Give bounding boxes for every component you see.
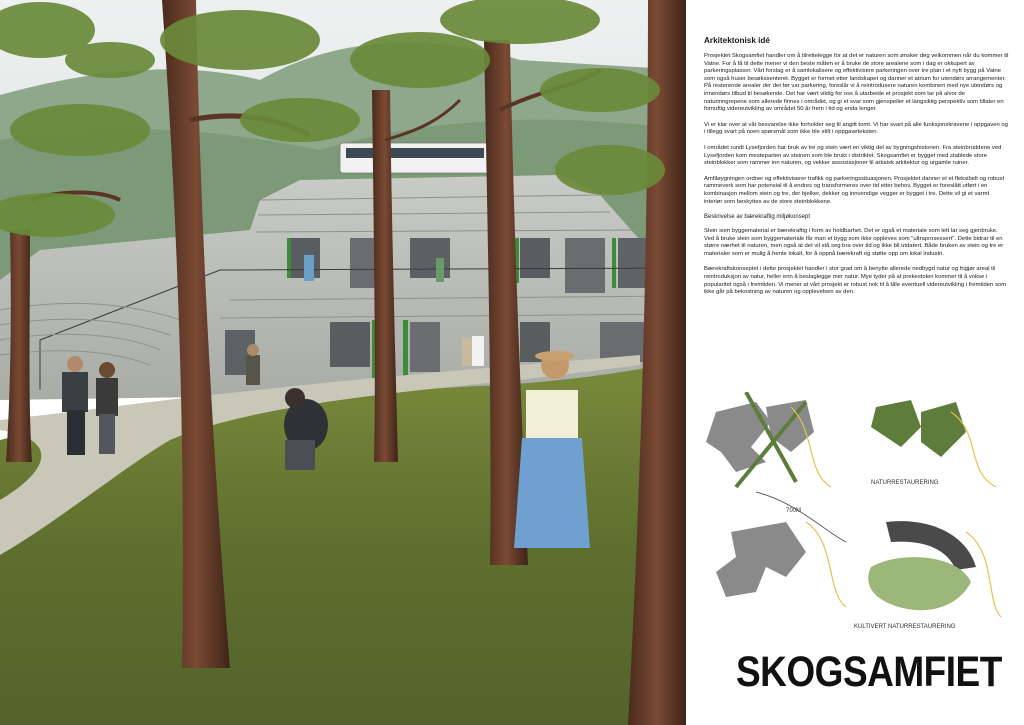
bus — [340, 143, 490, 173]
label-restoration: NATURRESTAURERING — [871, 480, 939, 486]
site-diagrams — [696, 392, 1016, 632]
diagram-existing-parking — [706, 392, 831, 487]
paragraph-sustainability: Bærekraftskonseptet i dette prosjektet handler i stor grad om å benytte allerede nedbygd natur og frigjør areal til reintroduksjon av natur, heller enn å beslaglegge mer natur. Mye tyder på at prekestolen kommer til å vokse i popularitet også i fremtiden. Vi mener at vårt prosjekt er robust nok til å tåle eventuell videreutvikling i fremtiden som ikke går på bekostning av naturen og opplevelsen av den. — [704, 266, 1007, 296]
label-cultivated: KULTIVERT NATURRESTAURERING — [854, 624, 956, 630]
paragraph-intro: Prosjektet Skogsamfiet handler om å tilrettelegge for at det er naturen som ønsker deg velkommen når du kommer til Vatne. For å få til dette mener vi den beste måten er å bruke de store arealene som i dag er okkupert av parkeringsplasser. Vårt forslag er å samlokalisere og effektivisere parkeringen over tre plan i et nytt bygg på Vatne som også huser besøkssenteret. Bygget er formet etter landskapet og danner et atrium for utendørs arrangementer. På resterende arealer der det før var parkering, foreslår vi å reintrodusere naturen kombinert med nye utendørs og innendørs tilbud til besøkende. Det har vært viktig for oss å utarbeide et prosjekt som tar på alvor de naturinngrepene som allerede finnes i området, og gi et svar som gjenspeiler et langsiktig perspektiv som tillater en fornuftig videreutvikling av området 50 år frem i tid og enda lenger. — [704, 53, 1009, 113]
paragraph-site: Vi er klar over at vår besvarelse ikke forholder seg til angitt tomt. Vi har svart på alle funksjonskravene i oppgaven og i tillegg svart på noen spørsmål som ikke ble stilt i oppgaveteksten. — [704, 121, 1008, 136]
paragraph-materials: I området rundt Lysefjorden har bruk av tre og stein vært en viktig del av bygningshistorien. Fra steinbruddene ved Lysefjorden kom mesteparten av steinen som ble brukt i distriktet. Skogsamfiet er bygget med stablede store steinblokker som rammer inn naturen, og vekker assosiasjoner til arkaisk arkitektur og urgamle ruiner. — [704, 144, 1002, 167]
description-panel — [686, 0, 1024, 725]
label-path: 700M — [786, 508, 802, 514]
section-heading: Arkitektonisk idé — [704, 36, 770, 45]
diagram-cultivated-restoration — [854, 521, 1001, 630]
project-title: SKOGSAMFIET — [736, 648, 1002, 696]
section-subheading: Beskrivelse av bærekraftig miljøkonsept — [704, 214, 811, 221]
diagram-new-building — [716, 492, 846, 607]
paragraph-structure: Amfiløygningen ordner og effektiviserer trafikk og parkeringssituasjonen. Prosjektet danner et et fleksibelt og robust rammeverk som har potensial til å endres og transformeres over tid etter behov. Bygget er foreslått utført i en kombinasjon mellom stein og tre, der bjelker, dekker og innvendige vegger er bygget i tre. Dette vil gi et varmt interiør som beskyttes av de store steinblokkene. — [704, 175, 1005, 205]
paragraph-stone: Stein som byggematerial er bærekraftig i form av holdbarhet. Det er også et materiale som lett lar seg gjenbruke. Ved å bruke stein som byggemateriale får man et bygg som ikke oppleves som "ultraprosessert". Dette bidrar til en større nærhet til naturen, men også at det vil stå seg bra over tid og ikke bli utdatert. Både bruken av stein og tre er materialer som er mulig å hente lokalt, for å oppnå bærekraft og støtte opp om lokal industri. — [704, 228, 1004, 257]
diagram-restoration — [871, 400, 996, 487]
text-column — [704, 36, 1009, 305]
